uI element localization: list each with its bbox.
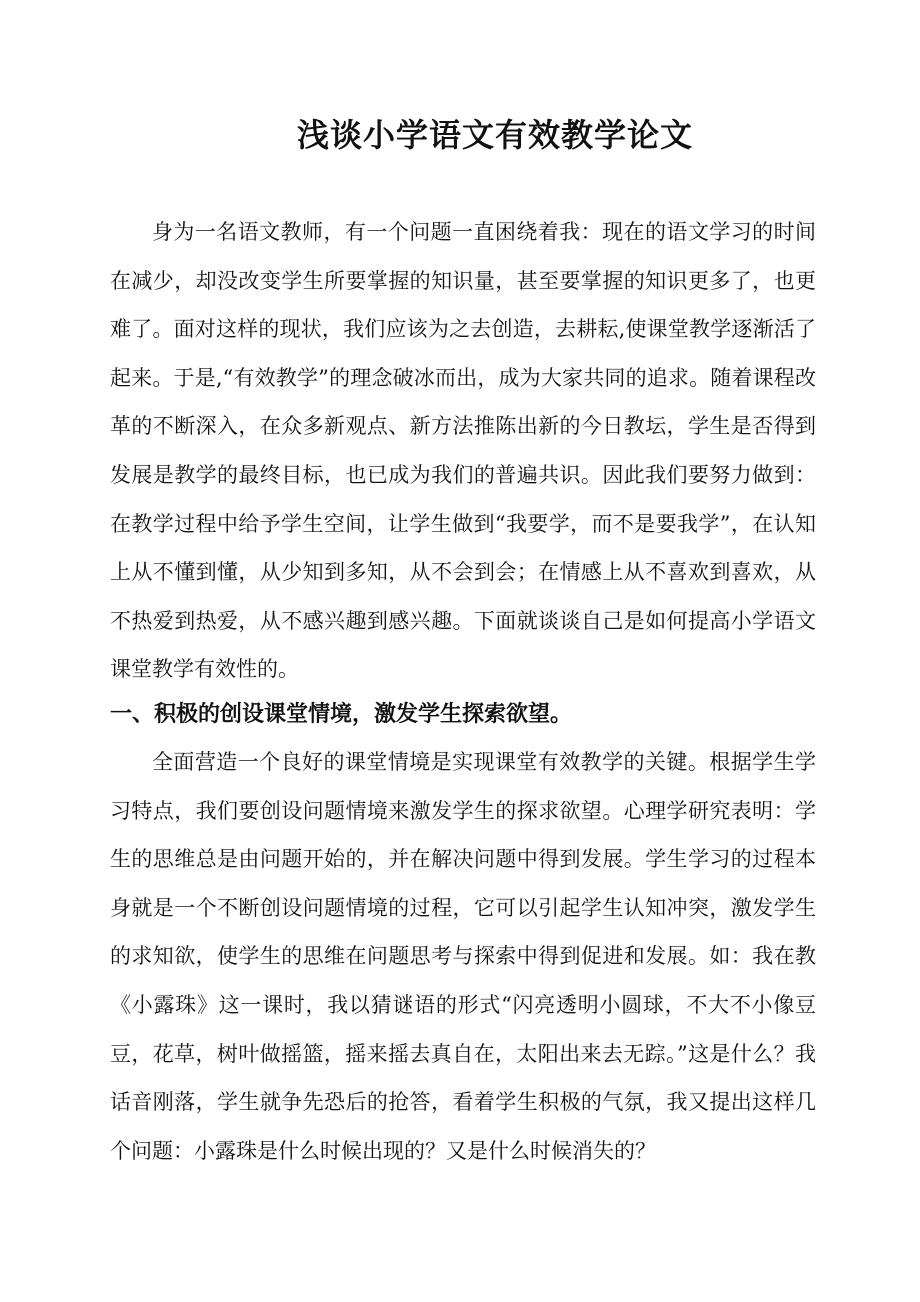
intro-paragraph: 身为一名语文教师，有一个问题一直困绕着我：现在的语文学习的时间在减少，却没改变学生所要掌握的知识量，甚至要掌握的知识更多了，也更难了。面对这样的现状，我们应该为之去创造，去耕耘,使课堂教学逐渐活了起来。于是,“有效教学”的理念破冰而出，成为大家共同的追求。随着课程改革的不断深入，在众多新观点、新方法推陈出新的今日教坛，学生是否得到发展是教学的最终目标，也已成为我们的普遍共识。因此我们要努力做到：在教学过程中给予学生空间，让学生做到“我要学，而不是要我学”，在认知上从不懂到懂，从少知到多知，从不会到会；在情感上从不喜欢到喜欢，从不热爱到热爱，从不感兴趣到感兴趣。下面就谈谈自己是如何提高小学语文课堂教学有效性的。	[110, 220, 816, 682]
section-heading: 一、积极的创设课堂情境，激发学生探索欲望。	[110, 701, 573, 727]
section-paragraph: 全面营造一个良好的课堂情境是实现课堂有效教学的关键。根据学生学习特点，我们要创设问题情境来激发学生的探求欲望。心理学研究表明：学生的思维总是由问题开始的，并在解决问题中得到发展。学生学习的过程本身就是一个不断创设问题情境的过程，它可以引起学生认知冲突，激发学生的求知欲，使学生的思维在问题思考与探索中得到促进和发展。如：我在教《小露珠》这一课时，我以猜谜语的形式“闪亮透明小圆球，不大不小像豆豆，花草，树叶做摇篮，摇来摇去真自在，太阳出来去无踪。”这是什么？我话音刚落，学生就争先恐后的抢答，看着学生积极的气氛，我又提出这样几个问题：小露珠是什么时候出现的？又是什么时候消失的？	[110, 750, 816, 1163]
page-title: 浅谈小学语文有效教学论文	[296, 116, 693, 154]
